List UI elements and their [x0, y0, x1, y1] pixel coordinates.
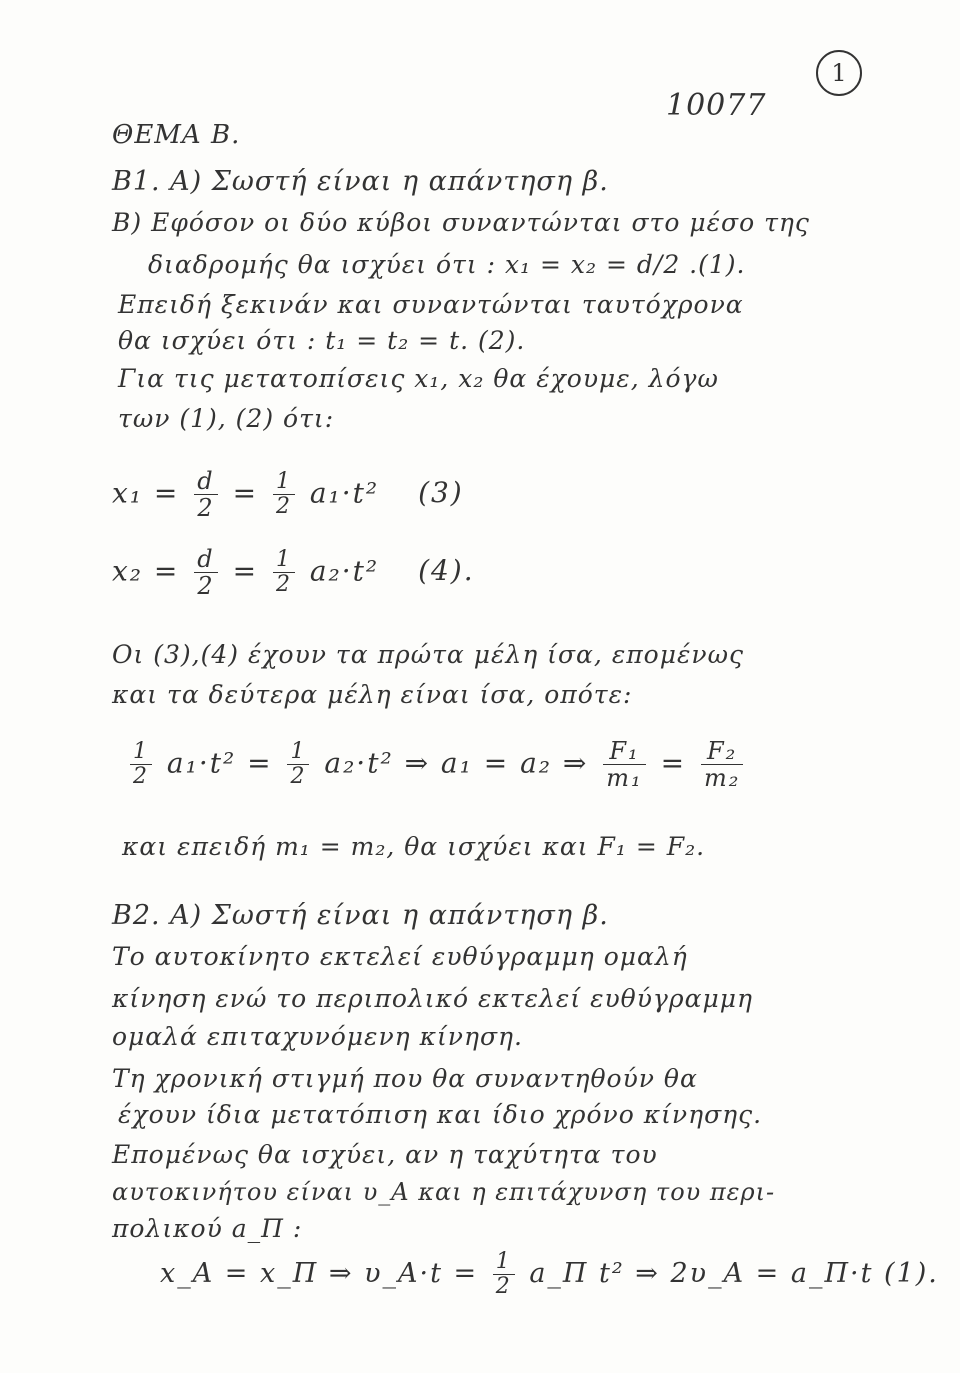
b1-line-1: Β1. Α) Σωστή είναι η απάντηση β.	[112, 166, 609, 197]
eq4-rhs: a₂·t²	[309, 554, 380, 588]
eq3-f2-denominator: 2	[275, 494, 292, 520]
b2-line-8: αυτοκινήτου είναι υ_A και η επιτάχυνση του περι-	[112, 1178, 776, 1206]
b2-line-1: Β2. Α) Σωστή είναι η απάντηση β.	[112, 900, 609, 931]
eq4-tag: (4).	[418, 554, 475, 588]
eq4-equals: =	[232, 554, 259, 588]
page-number-circle	[816, 50, 862, 96]
equation-3	[112, 468, 464, 522]
b1-line-9: και τα δεύτερα μέλη είναι ίσα, οπότε:	[112, 680, 633, 709]
b2-line-2: Το αυτοκίνητο εκτελεί ευθύγραμμη ομαλή	[112, 942, 688, 971]
eq5-fraction-b	[287, 740, 309, 789]
b2-eq1-rhs: a_Π t² ⇒ 2υ_A = a_Π·t (1).	[529, 1258, 939, 1290]
eq5-b-numerator: 1	[287, 740, 309, 765]
eq4-fraction-half	[273, 548, 295, 597]
page-number: 1	[831, 59, 847, 87]
eq3-fraction-half	[273, 470, 295, 519]
b2-line-6: έχουν ίδια μετατόπιση και ίδιο χρόνο κίνησης.	[118, 1100, 763, 1129]
b2-equation-1	[160, 1250, 939, 1299]
equation-4	[112, 546, 475, 600]
document-code: 10077	[666, 88, 767, 123]
b2-eq1-numerator: 1	[493, 1250, 515, 1275]
eq5-fraction-a	[130, 740, 152, 789]
eq5-a-rhs: a₁·t² =	[166, 746, 273, 780]
eq4-fraction-d-over-2	[194, 546, 217, 600]
eq3-f1-denominator: 2	[197, 494, 215, 523]
eq5-b-denominator: 2	[290, 764, 307, 790]
b1-line-5: θα ισχύει ότι : t₁ = t₂ = t. (2).	[118, 326, 526, 355]
eq4-f2-numerator: 1	[273, 548, 295, 573]
b1-line-10: και επειδή m₁ = m₂, θα ισχύει και F₁ = F₂.	[122, 832, 706, 861]
eq3-f1-numerator: d	[194, 468, 217, 495]
eq4-f1-numerator: d	[194, 546, 217, 573]
b2-eq1-lhs: x_A = x_Π ⇒ υ_A·t =	[160, 1258, 479, 1290]
b2-line-3: κίνηση ενώ το περιπολικό εκτελεί ευθύγραμμη	[112, 984, 753, 1013]
b1-line-7: των (1), (2) ότι:	[118, 404, 335, 433]
b2-line-5: Τη χρονική στιγμή που θα συναντηθούν θα	[112, 1064, 698, 1093]
b1-line-2: Β) Εφόσον οι δύο κύβοι συναντώνται στο μέσο της	[112, 208, 810, 237]
eq5-d-numerator: F₂	[701, 738, 743, 765]
eq4-f2-denominator: 2	[275, 572, 292, 598]
eq5-a-denominator: 2	[133, 764, 149, 790]
eq5-fraction-f1-m1	[603, 738, 645, 792]
equation-5	[126, 738, 747, 792]
eq5-b-rhs: a₂·t² ⇒ a₁ = a₂ ⇒	[324, 746, 589, 780]
eq3-equals: =	[232, 476, 259, 510]
eq5-a-numerator: 1	[130, 740, 152, 765]
eq3-tag: (3)	[418, 476, 464, 510]
b1-line-6: Για τις μετατοπίσεις x₁, x₂ θα έχουμε, λόγω	[118, 364, 719, 393]
eq4-f1-denominator: 2	[197, 572, 215, 601]
b2-eq1-denominator: 2	[495, 1274, 512, 1300]
b1-line-8: Οι (3),(4) έχουν τα πρώτα μέλη ίσα, επομένως	[112, 640, 744, 669]
eq3-rhs: a₁·t²	[309, 476, 380, 510]
eq3-f2-numerator: 1	[273, 470, 295, 495]
eq5-c-denominator: m₁	[606, 764, 643, 793]
eq4-lhs: x₂ =	[112, 554, 180, 588]
b2-line-9: πολικού a_Π :	[112, 1214, 303, 1243]
section-heading: ΘΕΜΑ Β.	[112, 120, 241, 150]
eq5-d-denominator: m₂	[703, 764, 741, 793]
eq5-c-numerator: F₁	[603, 738, 645, 765]
b1-line-3: διαδρομής θα ισχύει ότι : x₁ = x₂ = d/2 .(1).	[148, 250, 746, 279]
eq5-equals: =	[660, 746, 687, 780]
b2-line-7: Επομένως θα ισχύει, αν η ταχύτητα του	[112, 1140, 658, 1169]
eq5-fraction-f2-m2	[701, 738, 743, 792]
eq3-lhs: x₁ =	[112, 476, 180, 510]
b2-eq1-fraction-half	[493, 1250, 515, 1299]
b1-line-4: Επειδή ξεκινάν και συναντώνται ταυτόχρονα	[118, 290, 744, 319]
b2-line-4: ομαλά επιταχυνόμενη κίνηση.	[112, 1022, 523, 1051]
eq3-fraction-d-over-2	[194, 468, 217, 522]
